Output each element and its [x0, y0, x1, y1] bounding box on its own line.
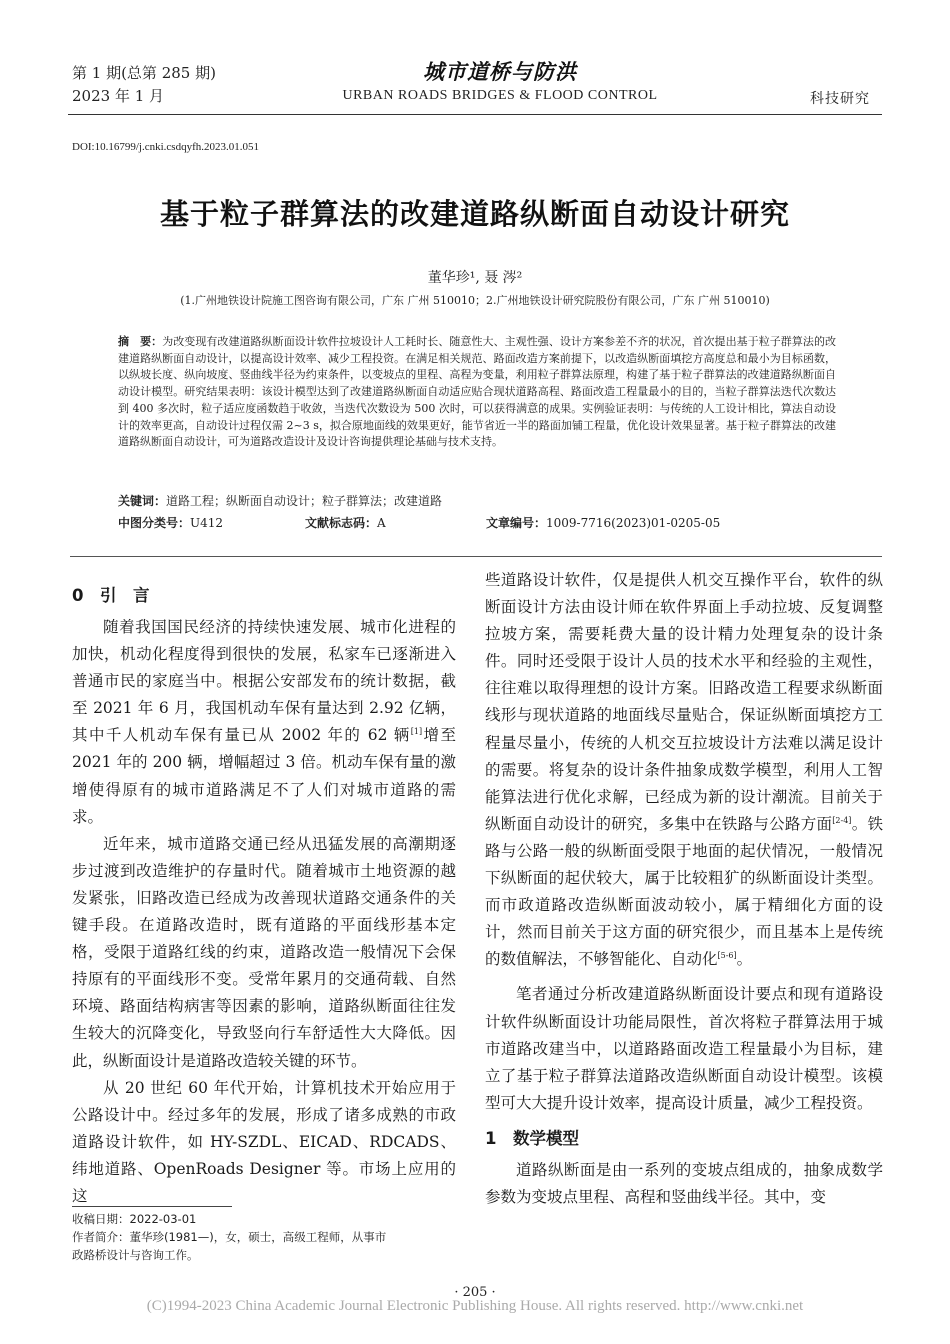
body-left-column — [72, 578, 456, 1210]
received-date: 收稿日期：2022-03-01 — [72, 1212, 197, 1226]
clc-value: U412 — [190, 516, 224, 530]
keywords-text: 道路工程；纵断面自动设计；粒子群算法；改建道路 — [166, 494, 443, 508]
section-1-heading: 1 数学模型 — [485, 1128, 579, 1148]
footnote-divider — [72, 1206, 232, 1207]
paragraph-3: 从 20 世纪 60 年代开始，计算机技术开始应用于公路设计中。经过多年的发展，形成了诸多成熟的市政道路设计软件，如 HY-SZDL、EICAD、RDCADS、纬地道路、OpenRoads Designer 等。市场上应用的这 — [72, 1078, 456, 1205]
footnote-block — [72, 1210, 452, 1264]
doc-code-label: 文献标志码： — [305, 516, 378, 530]
article-number-value: 1009-7716(2023)01-0205-05 — [546, 516, 721, 530]
body-right-column — [485, 567, 883, 1211]
article-title: 基于粒子群算法的改建道路纵断面自动设计研究 — [159, 197, 790, 231]
section-0-heading: 0 引 言 — [72, 586, 150, 605]
issue-date: 2023 年 1 月 — [72, 87, 165, 105]
journal-name-cn: 城市道桥与防洪 — [423, 59, 577, 84]
author-affiliations: (1.广州地铁设计院施工图咨询有限公司，广东 广州 510010；2.广州地铁设计研究院股份有限公司，广东 广州 510010) — [180, 294, 770, 307]
section-label: 科技研究 — [810, 91, 870, 107]
clc-label: 中图分类号： — [118, 516, 191, 530]
abstract-text: 为改变现有改建道路纵断面设计软件拉坡设计人工耗时长、随意性大、主观性强、设计方案参差不齐的状况，首次提出基于粒子群算法的改建道路纵断面自动设计，以提高设计效率、减少工程投资。在满足相关规范、路面改造方案前提下，以改造纵断面填挖方高度总和最小为目标函数，以纵坡长度、纵向坡度、竖曲线半径为约束条件，以变坡点的里程、高程为变量，利用粒子群算法原理，构建了基于粒子群算法的改建道路纵断面自动设计模型。研究结果表明：该设计模型达到了改建道路纵断面自动适应贴合现状道路高程、路面改造工程量最小的目的，当粒子群算法迭代次数达到 400 多次时，粒子适应度函数趋于收敛，当迭代次数设为 500 次时，可以获得满意的成果。实例验证表明：与传统的人工设计相比，算法自动设计的效率更高，自动设计过程仅需 2~3 s，拟合原地面线的效果更好，能节省近一半的路面加铺工程量，优化设计效果显著。基于粒子群算法的改建道路纵断面自动设计，可为道路改造设计及设计咨询提供理论基础与技术支持。 — [118, 335, 836, 449]
reference-citation: [1] — [410, 727, 423, 737]
doi-text: DOI:10.16799/j.cnki.csdqyfh.2023.01.051 — [72, 141, 259, 153]
article-authors: 董华珍¹, 聂 涔² — [427, 270, 523, 286]
copyright-watermark: (C)1994-2023 China Academic Journal Electronic Publishing House. All rights reserved. http://www.cnki.net — [146, 1298, 804, 1314]
page-number: · 205 · — [454, 1285, 496, 1300]
article-number — [486, 514, 720, 531]
author-bio-continued: 政路桥设计与咨询工作。 — [72, 1248, 199, 1262]
paragraph-3-continued: 些道路设计软件，仅是提供人机交互操作平台，软件的纵断面设计方法由设计师在软件界面上手动拉坡、反复调整拉坡方案，需要耗费大量的设计精力处理复杂的设计条件。同时还受限于设计人员的技术水平和经验的主观性，往往难以取得理想的设计方案。旧路改造工程要求纵断面线形与现状道路的地面线尽量贴合，保证纵断面填挖方工程量尽量小，传统的人机交互拉坡设计方法难以满足设计的需要。将复杂的设计条件抽象成数学模型，利用人工智能算法进行优化求解，已经成为新的设计潮流。目前关于纵断面自动设计的研究，多集中在铁路与公路方面[2-4]。铁路与公路一般的纵断面受限于地面的起伏情况，一般情况下纵断面的起伏较大，属于比较粗犷的纵断面设计类型。而市政道路改造纵断面波动较小，属于精细化方面的设计，然而目前关于这方面的研究很少，而且基本上是传统的数值解法，不够智能化、自动化[5-6]。 — [485, 571, 883, 969]
header-divider — [68, 114, 882, 115]
document-code — [305, 514, 386, 531]
keywords-line — [118, 492, 442, 509]
reference-citation: [2-4] — [832, 815, 852, 825]
keywords-label: 关键词： — [118, 494, 167, 508]
journal-issue-info — [72, 62, 216, 108]
issue-number: 第 1 期(总第 285 期) — [72, 64, 216, 82]
paragraph-5: 道路纵断面是由一系列的变坡点组成的，抽象成数学参数为变坡点里程、高程和竖曲线半径。其中，变 — [485, 1160, 883, 1206]
journal-name-en: URBAN ROADS BRIDGES & FLOOD CONTROL — [342, 88, 658, 103]
journal-masthead — [300, 56, 700, 104]
paragraph-1: 随着我国国民经济的持续快速发展、城市化进程的加快，机动化程度得到很快的发展，私家车已逐渐进入普通市民的家庭当中。根据公安部发布的统计数据，截至 2021 年 6 月，我国机动车保有量达到 2.92 亿辆，其中千人机动车保有量已从 2002 年的 62 辆[1]增至 2021 年的 200 辆，增幅超过 3 倍。机动车保有量的激增使得原有的城市道路满足不了人们对城市道路的需求。 — [72, 618, 456, 826]
reference-citation: [5-6] — [717, 951, 737, 961]
clc-number — [118, 514, 223, 531]
doc-code-value: A — [377, 516, 386, 530]
abstract-label: 摘 要： — [118, 335, 163, 348]
article-number-label: 文章编号： — [486, 516, 547, 530]
paragraph-4: 笔者通过分析改建道路纵断面设计要点和现有道路设计软件纵断面设计功能局限性，首次将粒子群算法用于城市道路改建当中，以道路路面改造工程量最小为目标，建立了基于粒子群算法道路改造纵断面自动设计模型。该模型可大大提升设计效率，提高设计质量，减少工程投资。 — [485, 985, 883, 1112]
author-bio: 作者简介：董华珍(1981—)，女，硕士，高级工程师，从事市 — [72, 1230, 387, 1244]
abstract-block — [118, 334, 836, 451]
paragraph-2: 近年来，城市道路交通已经从迅猛发展的高潮期逐步过渡到改造维护的存量时代。随着城市土地资源的越发紧张，旧路改造已经成为改善现状道路交通条件的关键手段。在道路改造时，既有道路的平面线形基本定格，受限于道路红线的约束，道路改造一般情况下会保持原有的平面线形不变。受常年累月的交通荷载、自然环境、路面结构病害等因素的影响，道路纵断面往往发生较大的沉降变化，导致竖向行车舒适性大大降低。因此，纵断面设计是道路改造较关键的环节。 — [72, 834, 456, 1070]
abstract-divider — [70, 556, 882, 557]
